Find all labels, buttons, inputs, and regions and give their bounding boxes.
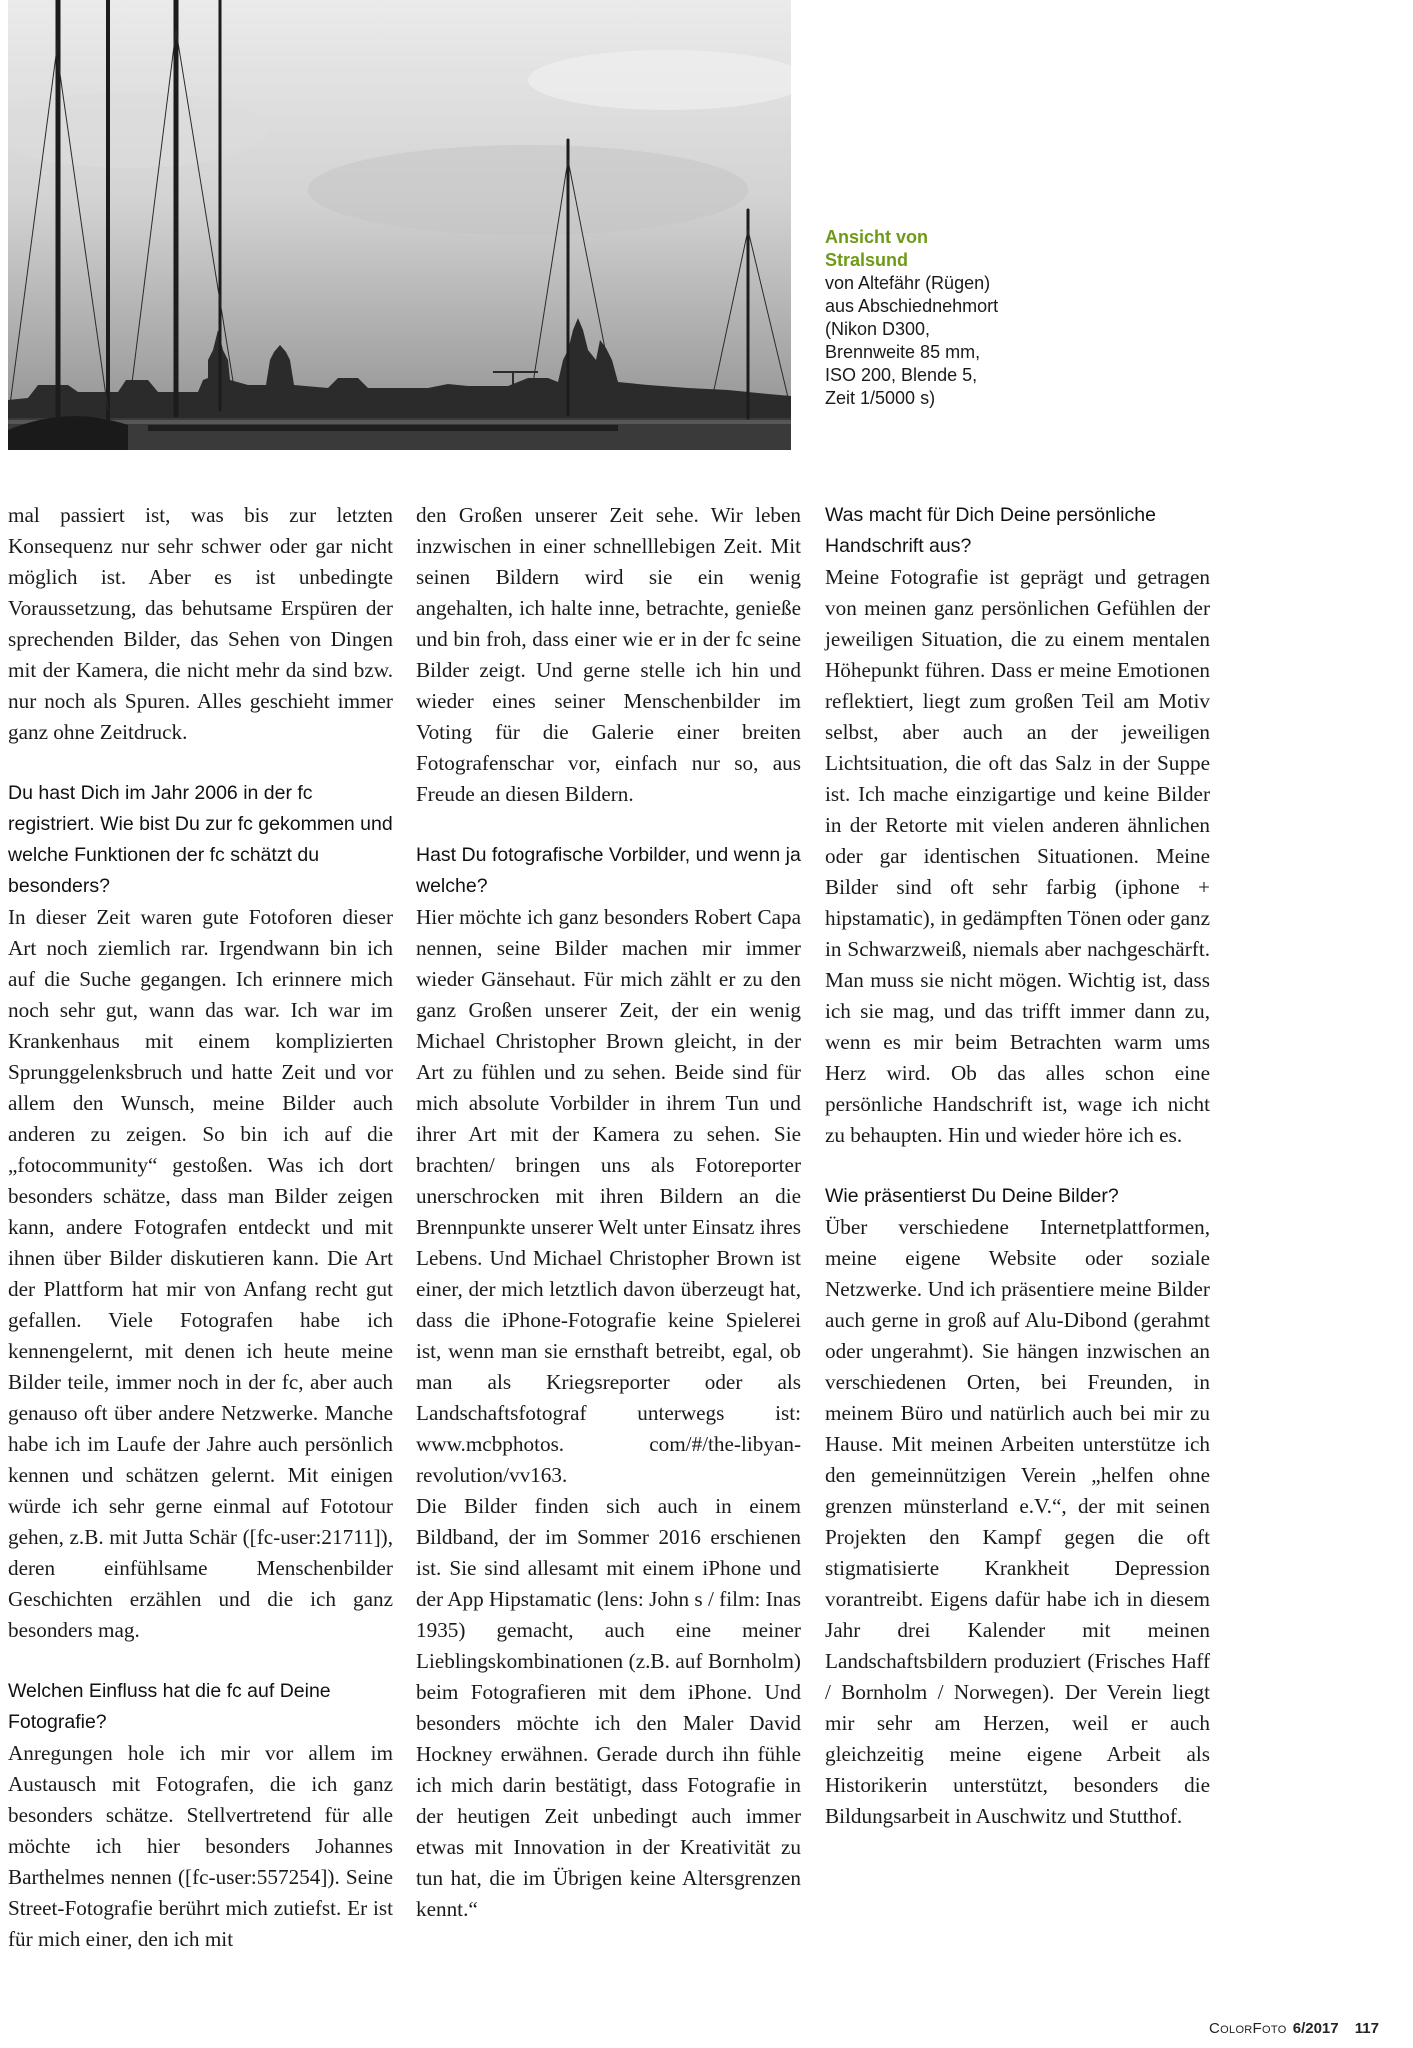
- paragraph: Anregungen hole ich mir vor allem im Austausch mit Fotografen, die ich ganz besonders schätze. Stellvertretend für alle möchte ich hier besonders Johannes Barthelmes nennen ([fc-user:557254]). Seine Street-Fotografie berührt mich zutiefst. Er ist für mich einer, den ich mit: [8, 1741, 393, 1951]
- question-heading: Welchen Einfluss hat die fc auf Deine Fotografie?: [8, 1680, 331, 1733]
- paragraph: mal passiert ist, was bis zur letzten Konsequenz nur sehr schwer oder gar nicht möglich ist. Aber es ist unbedingte Voraussetzung, das behutsame Erspüren der sprechenden Bilder, das Sehen von Dingen mit der Kamera, die nicht mehr da sind bzw. nur noch als Spuren. Alles geschieht immer ganz ohne Zeitdruck.: [8, 503, 393, 744]
- photo-caption: [825, 226, 1005, 410]
- question-heading: Was macht für Dich Deine persönliche Handschrift aus?: [825, 504, 1156, 557]
- caption-text: von Altefähr (Rügen) aus Abschiednehmort (Nikon D300, Brennweite 85 mm, ISO 200, Blende 5, Zeit 1/5000 s): [825, 273, 999, 408]
- question-heading: Wie präsentierst Du Deine Bilder?: [825, 1185, 1119, 1207]
- caption-title: Ansicht von Stralsund: [825, 227, 929, 270]
- paragraph: In dieser Zeit waren gute Fotoforen dieser Art noch ziemlich rar. Irgendwann bin ich auf die Suche gegangen. Ich erinnere mich noch sehr gut, wann das war. Ich war im Krankenhaus mit einem komplizierten Sprunggelenksbruch und hatte Zeit und vor allem den Wunsch, meine Bilder auch anderen zu zeigen. So bin ich auf die „fotocommunity“ gestoßen. Was ich dort besonders schätze, dass man Bilder zeigen kann, andere Fotografen entdeckt und mit ihnen über Bilder diskutieren kann. Die Art der Plattform hat mir von Anfang recht gut gefallen. Viele Fotografen habe ich kennengelernt, mit denen ich heute meine Bilder teile, immer noch in der fc, aber auch genauso oft über andere Netzwerke. Manche habe ich im Laufe der Jahre auch persönlich kennen und schätzen gelernt. Mit einigen würde ich sehr gerne einmal auf Fototour gehen, z.B. mit Jutta Schär ([fc-user:21711]), deren einfühlsame Menschenbilder Geschichten erzählen und die ich ganz besonders mag.: [8, 905, 393, 1642]
- page-number: 117: [1354, 2020, 1379, 2037]
- column-1: [8, 500, 393, 1955]
- paragraph: Die Bilder finden sich auch in einem Bildband, der im Sommer 2016 erschienen ist. Sie sind allesamt mit einem iPhone und der App Hipstamatic (lens: John s / film: Inas 1935) gemacht, auch eine meiner Lieblingskombinationen (z.B. auf Bornholm) beim Fotografieren mit dem iPhone. Und besonders möchte ich den Maler David Hockney erwähnen. Gerade durch ihn fühle ich mich darin bestätigt, dass Fotografie in der heutigen Zeit unbedingt auch immer etwas mit Innovation in der Kreativität zu tun hat, die im Übrigen keine Altersgrenzen kennt.“: [416, 1494, 801, 1921]
- paragraph: den Großen unserer Zeit sehe. Wir leben inzwischen in einer schnelllebigen Zeit. Mit seinen Bildern wird sie ein wenig angehalten, ich halte inne, betrachte, genieße und bin froh, dass einer wie er in der fc seine Bilder zeigt. Und gerne stelle ich hin und wieder eines seiner Menschenbilder im Voting für die Galerie einer breiten Fotografenschar vor, einfach nur so, aus Freude an diesen Bildern.: [416, 503, 801, 806]
- question-heading: Hast Du fotografische Vorbilder, und wenn ja welche?: [416, 844, 801, 897]
- issue-number: 6/2017: [1292, 2020, 1339, 2037]
- magazine-name: ColorFoto: [1209, 2020, 1287, 2037]
- paragraph: Hier möchte ich ganz besonders Robert Capa nennen, seine Bilder machen mir immer wieder Gänsehaut. Für mich zählt er zu den ganz Großen unserer Zeit, der ein wenig Michael Christopher Brown gleicht, in der Art zu fühlen und zu sehen. Beide sind für mich absolute Vorbilder in ihrem Tun und ihrer Art mit der Kamera zu sehen. Sie brachten/ bringen uns als Fotoreporter unerschrocken mit ihren Bildern an die Brennpunkte unserer Welt unter Einsatz ihres Lebens. Und Michael Christopher Brown ist einer, der mich letztlich davon überzeugt hat, dass die iPhone-Fotografie keine Spielerei ist, wenn man sie ernsthaft betreibt, egal, ob man als Kriegsreporter oder als Landschaftsfotograf unterwegs ist: www.mcbphotos. com/#/the-libyan-revolution/vv163.: [416, 905, 801, 1487]
- paragraph: Über verschiedene Internetplattformen, meine eigene Website oder soziale Netzwerke. Und ich präsentiere meine Bilder auch gerne in groß auf Alu-Dibond (gerahmt oder ungerahmt). Sie hängen inzwischen an verschiedenen Orten, bei Freunden, in meinem Büro und natürlich auch bei mir zu Hause. Mit meinen Arbeiten unterstütze ich den gemeinnützigen Verein „helfen ohne grenzen münsterland e.V.“, der mit seinen Projekten den Kampf gegen die oft stigmatisierte Krankheit Depression vorantreibt. Eigens dafür habe ich in diesem Jahr drei Kalender mit meinen Landschaftsbildern produziert (Frisches Haff / Bornholm / Norwegen). Der Verein liegt mir sehr am Herzen, weil er auch gleichzeitig meine eigene Arbeit als Historikerin unterstützt, besonders die Bildungsarbeit in Auschwitz und Stutthof.: [825, 1215, 1210, 1828]
- page-footer: [1209, 2020, 1379, 2037]
- paragraph: Meine Fotografie ist geprägt und getragen von meinen ganz persönlichen Gefühlen der jeweiligen Situation, die zu einem mentalen Höhepunkt führen. Dass er meine Emotionen reflektiert, liegt zum großen Teil am Motiv selbst, aber auch an der jeweiligen Lichtsituation, die oft das Salz in der Suppe ist. Ich mache einzigartige und keine Bilder in der Retorte mit vielen anderen ähnlichen oder gar identischen Situationen. Meine Bilder sind oft sehr farbig (iphone + hipstamatic), in gedämpften Tönen oder ganz in Schwarzweiß, niemals aber nachgeschärft. Man muss sie nicht mögen. Wichtig ist, dass ich sie mag, und das trifft immer dann zu, wenn es mir beim Betrachten warm ums Herz wird. Ob das alles schon eine persönliche Handschrift ist, wage ich nicht zu behaupten. Hin und wieder höre ich es.: [825, 565, 1210, 1147]
- column-2: [416, 500, 801, 1925]
- photo-illustration: [8, 0, 791, 450]
- stralsund-photo: [8, 0, 791, 450]
- question-heading: Du hast Dich im Jahr 2006 in der fc registriert. Wie bist Du zur fc gekommen und welche Funktionen der fc schätzt du besonders?: [8, 782, 393, 897]
- column-3: [825, 500, 1210, 1832]
